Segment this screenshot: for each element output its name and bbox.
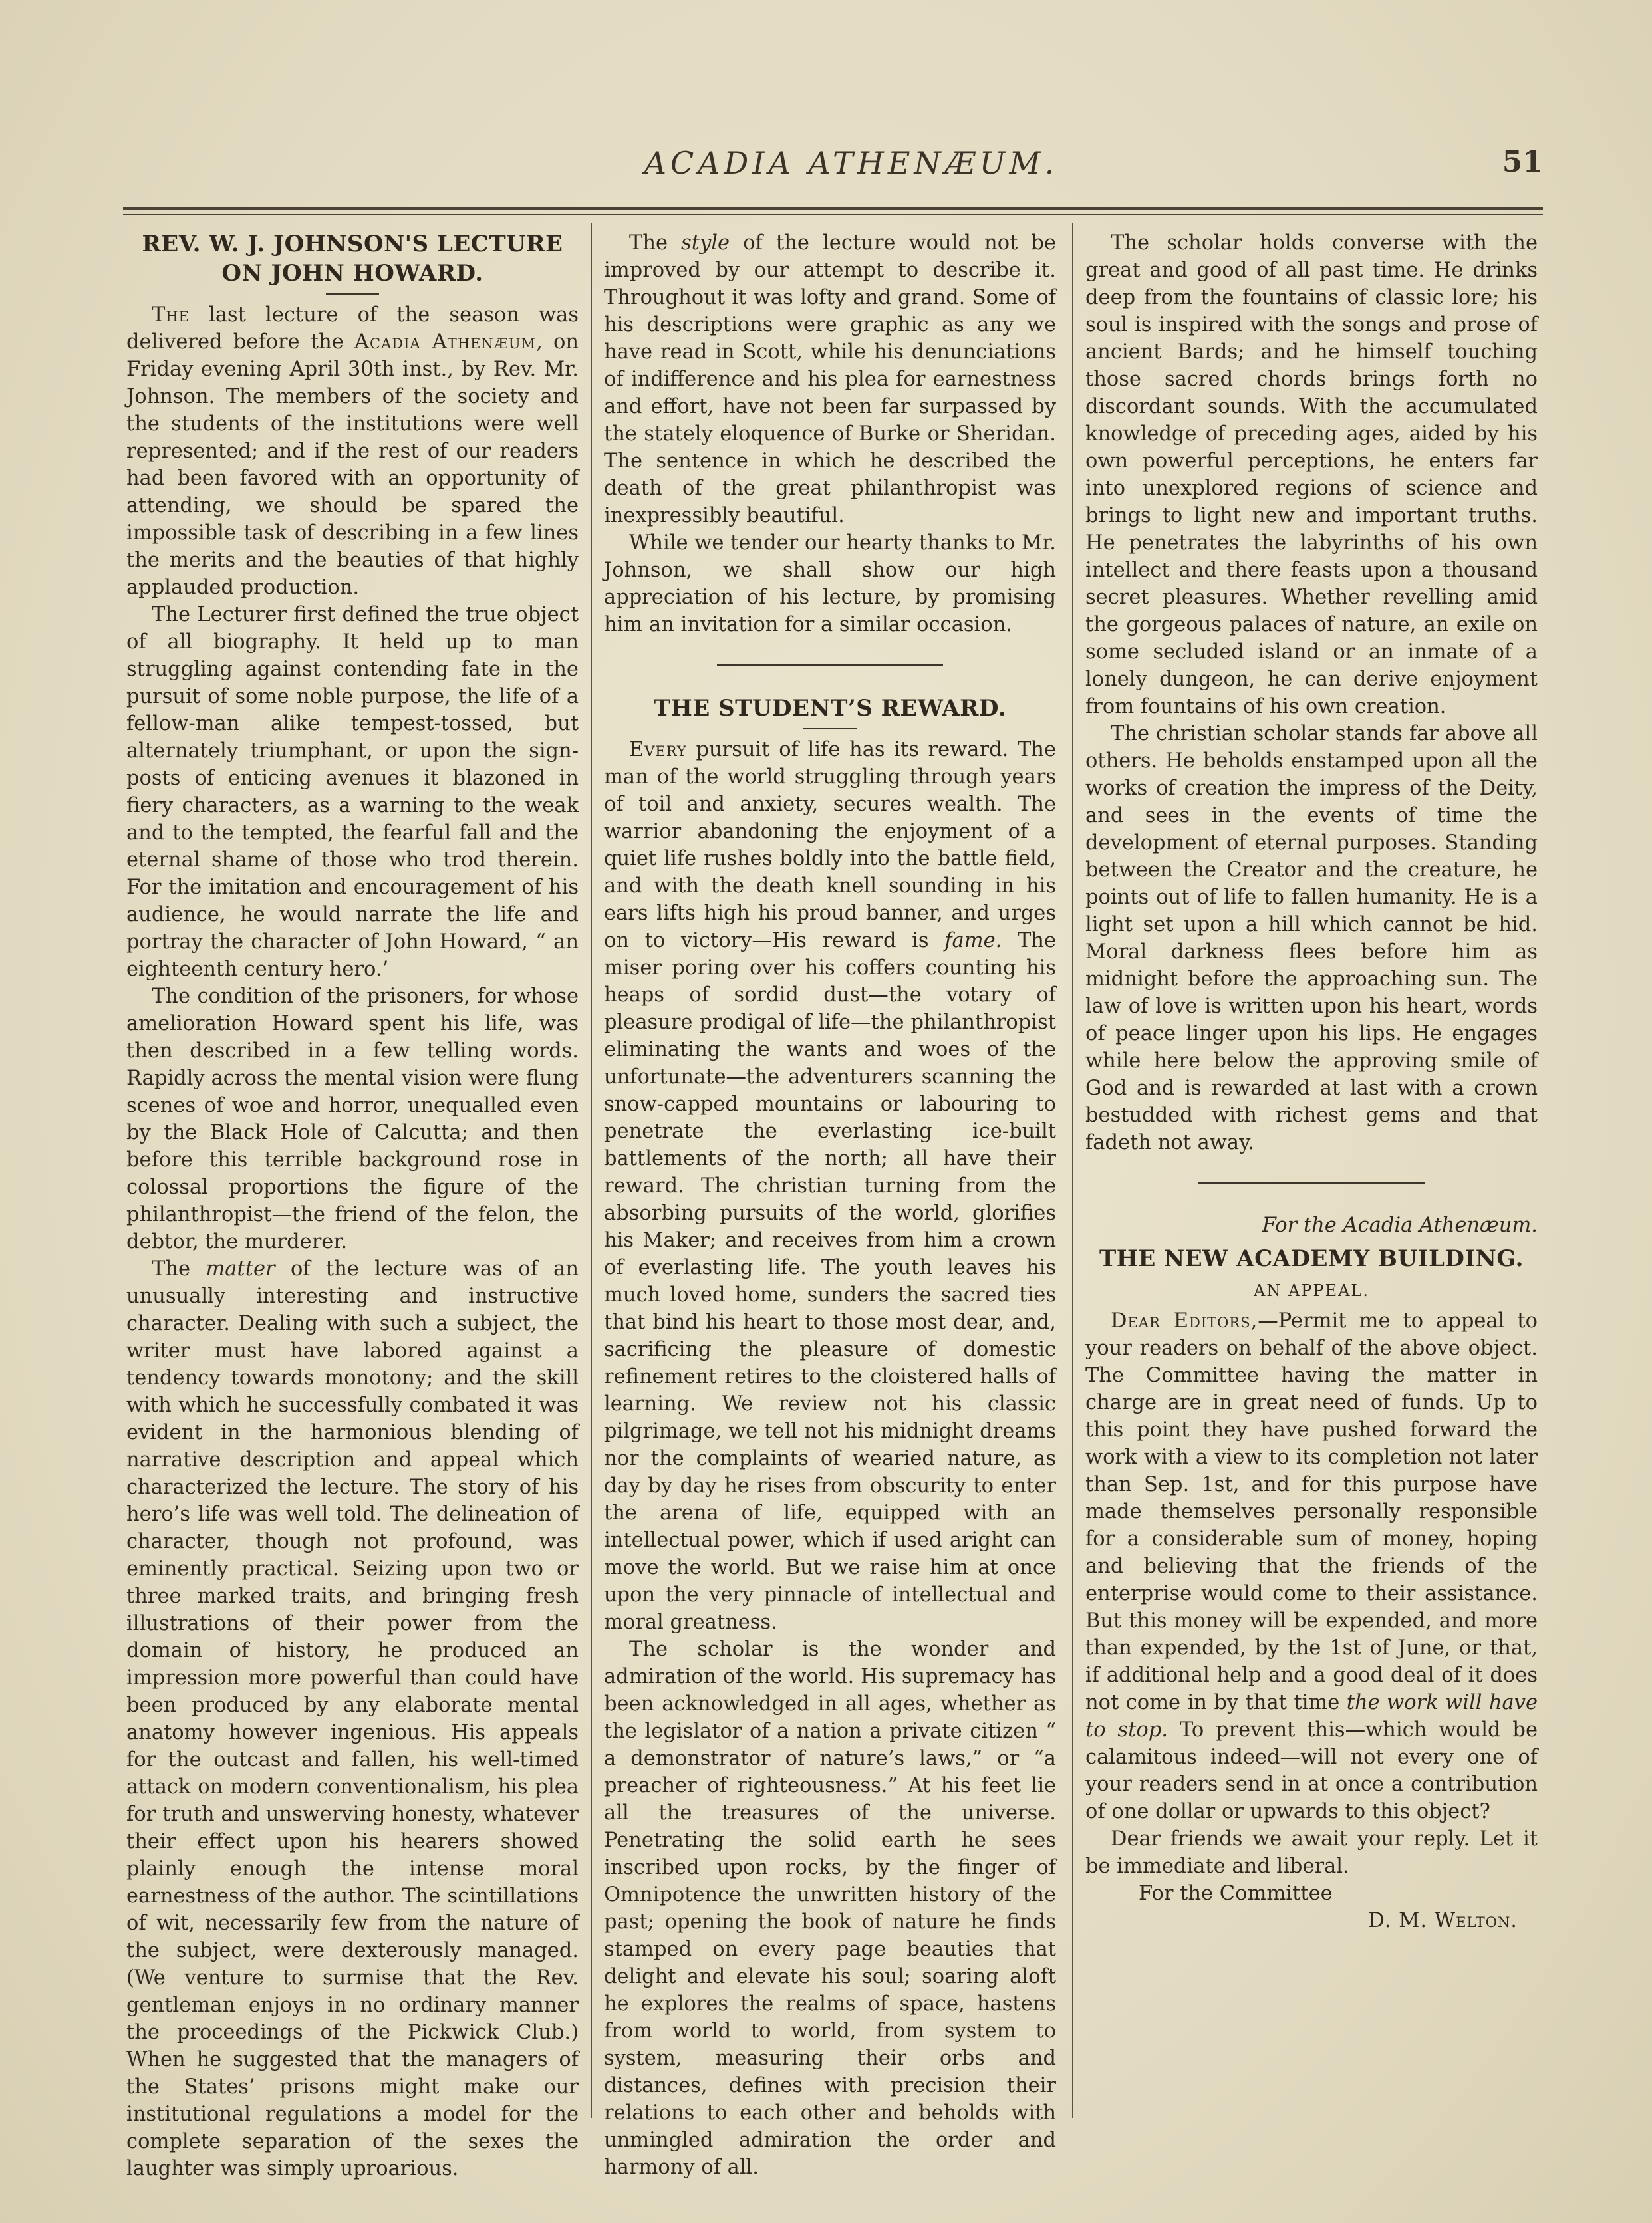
paragraph: The condition of the prisoners, for whose amelioration Howard spent his life, was then described in a few telling words. Rapidly across the mental vision were flung scenes of woe and horror, unequalled even by the Black Hole of Calcutta; and then before this terrible background rose in colossal proportions the figure of the philanthropist—the friend of the felon, the debtor, the murderer.: [126, 985, 579, 1253]
byline: For the Acadia Athenæum.: [1262, 1214, 1538, 1237]
text-run: The: [152, 1257, 206, 1281]
paragraph: [604, 229, 1056, 529]
paragraph: The scholar holds converse with the great and good of all past time. He drinks deep from the fountains of classic lore; his soul is inspired with the songs and prose of ancient Bards; and he himself touching those sacred chords brings forth no discordant sounds. With the accumulated knowledge of preceding ages, aided by his own powerful perceptions, he enters far into unexplored regions of science and brings to light new and important truths. He penetrates the labyrinths of his own intellect and there feasts upon a thousand secret pleasures. Whether revelling amid the gorgeous palaces of nature, an exile on some secluded island or an inmate of a lonely dungeon, he can derive enjoyment from fountains of his own creation.: [1085, 231, 1538, 718]
column-2: [604, 229, 1056, 2181]
text-run: of the lecture was of an unusually interesting and instructive character. Dealing with such a subject, the writer must have labored against a tendency towards monotony; and the skill with which he successfully combated it was evident in the harmonious blending of narrative description and appeal which characterized the lecture. The story of his hero’s life was well told. The delineation of character, though not profound, was eminently practical. Seizing upon two or three marked traits, and bringing fresh illustrations of their power from the domain of history, he produced an impression more powerful than could have been produced by any elaborate mental anatomy however ingenious. His appeals for the outcast and fallen, his well-timed attack on modern conventionalism, his plea for truth and unswerving honesty, whatever their effect upon his hearers showed plainly enough the intense moral earnestness of the author. The scintillations of wit, necessarily few from the nature of the subject, were dexterously managed. (We venture to surmise that the Rev. gentleman enjoys in no ordinary manner the proceedings of the Pickwick Club.) When he suggested that the managers of the States’ prisons might make our institutional regulations a model for the complete separation of the sexes the laughter was simply uproarious.: [126, 1257, 579, 2180]
closing-line: For the Committee: [1139, 1882, 1333, 1905]
text-run: To prevent this—which would be calamitous indeed—will not every one of your readers send in at once a contribution of one dollar or upwards to this object?: [1085, 1718, 1538, 1823]
article-title-new-academy: THE NEW ACADEMY BUILDING.: [1099, 1245, 1524, 1272]
column-divider: [1072, 223, 1073, 2118]
paragraph: [126, 1255, 579, 2182]
running-title: ACADIA ATHENÆUM.: [644, 145, 1059, 181]
column-3: [1085, 229, 1538, 1934]
column-divider: [591, 223, 592, 2118]
article-subtitle: AN APPEAL.: [1253, 1281, 1369, 1300]
page-header: [120, 145, 1543, 192]
italic-word: fame.: [944, 929, 1002, 952]
text-run: The miser poring over his coffers counting his heaps of sordid dust—the votary of pleasure prodigal of life—the philanthropist eliminating the wants and woes of the unfortunate—the adventurers scanning the snow-capped mountains or labouring to penetrate the everlasting ice-built battlements of the north; all have their reward. The christian turning from the absorbing pursuits of the world, glorifies his Maker; and receives from him a crown of everlasting life. The youth leaves his much loved home, sunders the sacred ties that bind his heart to those most dear, and, sacrificing the pleasure of domestic refinement retires to the cloistered halls of learning. We review not his classic pilgrimage, we tell not his midnight dreams nor the complaints of wearied nature, as day by day he rises from obscurity to enter the arena of life, equipped with an intellectual power, which if used aright can move the world. But we raise him at once upon the very pinnacle of intellectual and moral greatness.: [604, 929, 1056, 1634]
paragraph: Dear friends we await your reply. Let it be immediate and liberal.: [1085, 1827, 1538, 1878]
paragraph: [604, 736, 1056, 1636]
page-number: 51: [1502, 145, 1543, 179]
paragraph: [126, 301, 579, 601]
paragraph: While we tender our hearty thanks to Mr. Johnson, we shall show our high appreciation of his lecture, by promising him an invitation for a similar occasion.: [604, 531, 1056, 636]
section-rule: [717, 664, 943, 666]
header-rule: [123, 207, 1543, 210]
paragraph: The christian scholar stands far above all others. He beholds enstamped upon all the works of creation the impress of the Deity, and sees in the events of time the development of eternal purposes. Standing between the Creator and the creature, he points out of life to fallen humanity. He is a light set upon a hill which cannot be hid. Moral darkness flees before him as midnight before the approaching sun. The law of love is written upon his heart, words of peace linger upon his lips. He engages while here below the approving smile of God and is rewarded at last with a crown bestudded with richest gems and that fadeth not away.: [1085, 722, 1538, 1154]
title-rule: [326, 293, 379, 295]
italic-word: style: [681, 231, 730, 255]
lead-word: The: [152, 303, 190, 327]
header-rule-thin: [123, 214, 1543, 215]
text-run: —Permit me to appeal to your readers on behalf of the above object. The Committee having the matter in charge are in great need of funds. Up to this point they have pushed forward the work with a view to its completion not later than Sep. 1st, and for this purpose have made themselves personally responsible for a considerable sum of money, hoping and believing that the friends of the enterprise would come to their assistance. But this money will be expended, and more than expended, by the 1st of June, or that, if additional help and a good deal of it does not come in by that time: [1085, 1309, 1538, 1714]
italic-word: matter: [206, 1257, 275, 1281]
text-run: of the lecture would not be improved by our attempt to describe it. Throughout it was lofty and grand. Some of his descriptions were graphic as any we have read in Scott, while his denunciations of indifference and his plea for earnestness and effort, have not been far surpassed by the stately eloquence of Burke or Sheridan. The sentence in which he described the death of the great philanthropist was inexpressibly beautiful.: [604, 231, 1057, 527]
text-run: pursuit of life has its reward. The man of the world struggling through years of toil and anxiety, secures wealth. The warrior abandoning the enjoyment of a quiet life rushes boldly into the battle field, and with the death knell sounding in his ears lifts high his proud banner, and urges on to victory—His reward is: [604, 738, 1056, 952]
text-run: last lecture of the season was delivered before the: [126, 303, 579, 354]
title-rule: [803, 728, 857, 729]
paragraph: The scholar is the wonder and admiration of the world. His supremacy has been acknowledged in all ages, whether as the legislator of a nation a private citizen “ a demonstrator of nature’s laws,” or “a preacher of righteousness.” At his feet lie all the treasures of the universe. Penetrating the solid earth he sees inscribed upon rocks, by the finger of Omnipotence the unwritten history of the past; opening the book of nature he finds stamped on every page beauties that delight and elevate his soul; soaring aloft he explores the realms of space, hastens from world to world, from system to system, measuring their orbs and distances, defines with precision their relations to each other and beholds with unmingled admiration the order and harmony of all.: [604, 1638, 1056, 2179]
salutation: Dear Editors,: [1111, 1309, 1258, 1333]
column-1: [126, 229, 579, 2182]
text-run: The: [629, 231, 682, 255]
article-title-students-reward: THE STUDENT’S REWARD.: [653, 695, 1007, 721]
article-title-johnson-lecture: REV. W. J. JOHNSON'S LECTURE ON JOHN HOWARD.: [142, 231, 563, 287]
paragraph: [1085, 1307, 1538, 1825]
signature: D. M. Welton.: [1368, 1909, 1518, 1932]
lead-word: Every: [629, 738, 687, 761]
society-name: Acadia Athenæum: [354, 330, 537, 354]
italic-phrase: the work will have to stop.: [1085, 1691, 1538, 1742]
paragraph: The Lecturer first defined the true object of all biography. It held up to man struggling against contending fate in the pursuit of some noble purpose, the life of a fellow-man alike tempest-tossed, but alternately triumphant, or upon the sign-posts of enticing avenues it blazoned in fiery characters, as a warning to the weak and to the tempted, the fearful fall and the eternal shame of those who trod therein. For the imitation and encouragement of his audience, he would narrate the life and portray the character of John Howard, “ an eighteenth century hero.’: [126, 603, 579, 981]
section-rule: [1198, 1182, 1425, 1184]
text-run: , on Friday evening April 30th inst., by Rev. Mr. Johnson. The members of the society and the students of the institutions were well represented; and if the rest of our readers had been favored with an opportunity of attending, we should be spared the impossible task of describing in a few lines the merits and the beauties of that highly applauded production.: [126, 330, 579, 599]
